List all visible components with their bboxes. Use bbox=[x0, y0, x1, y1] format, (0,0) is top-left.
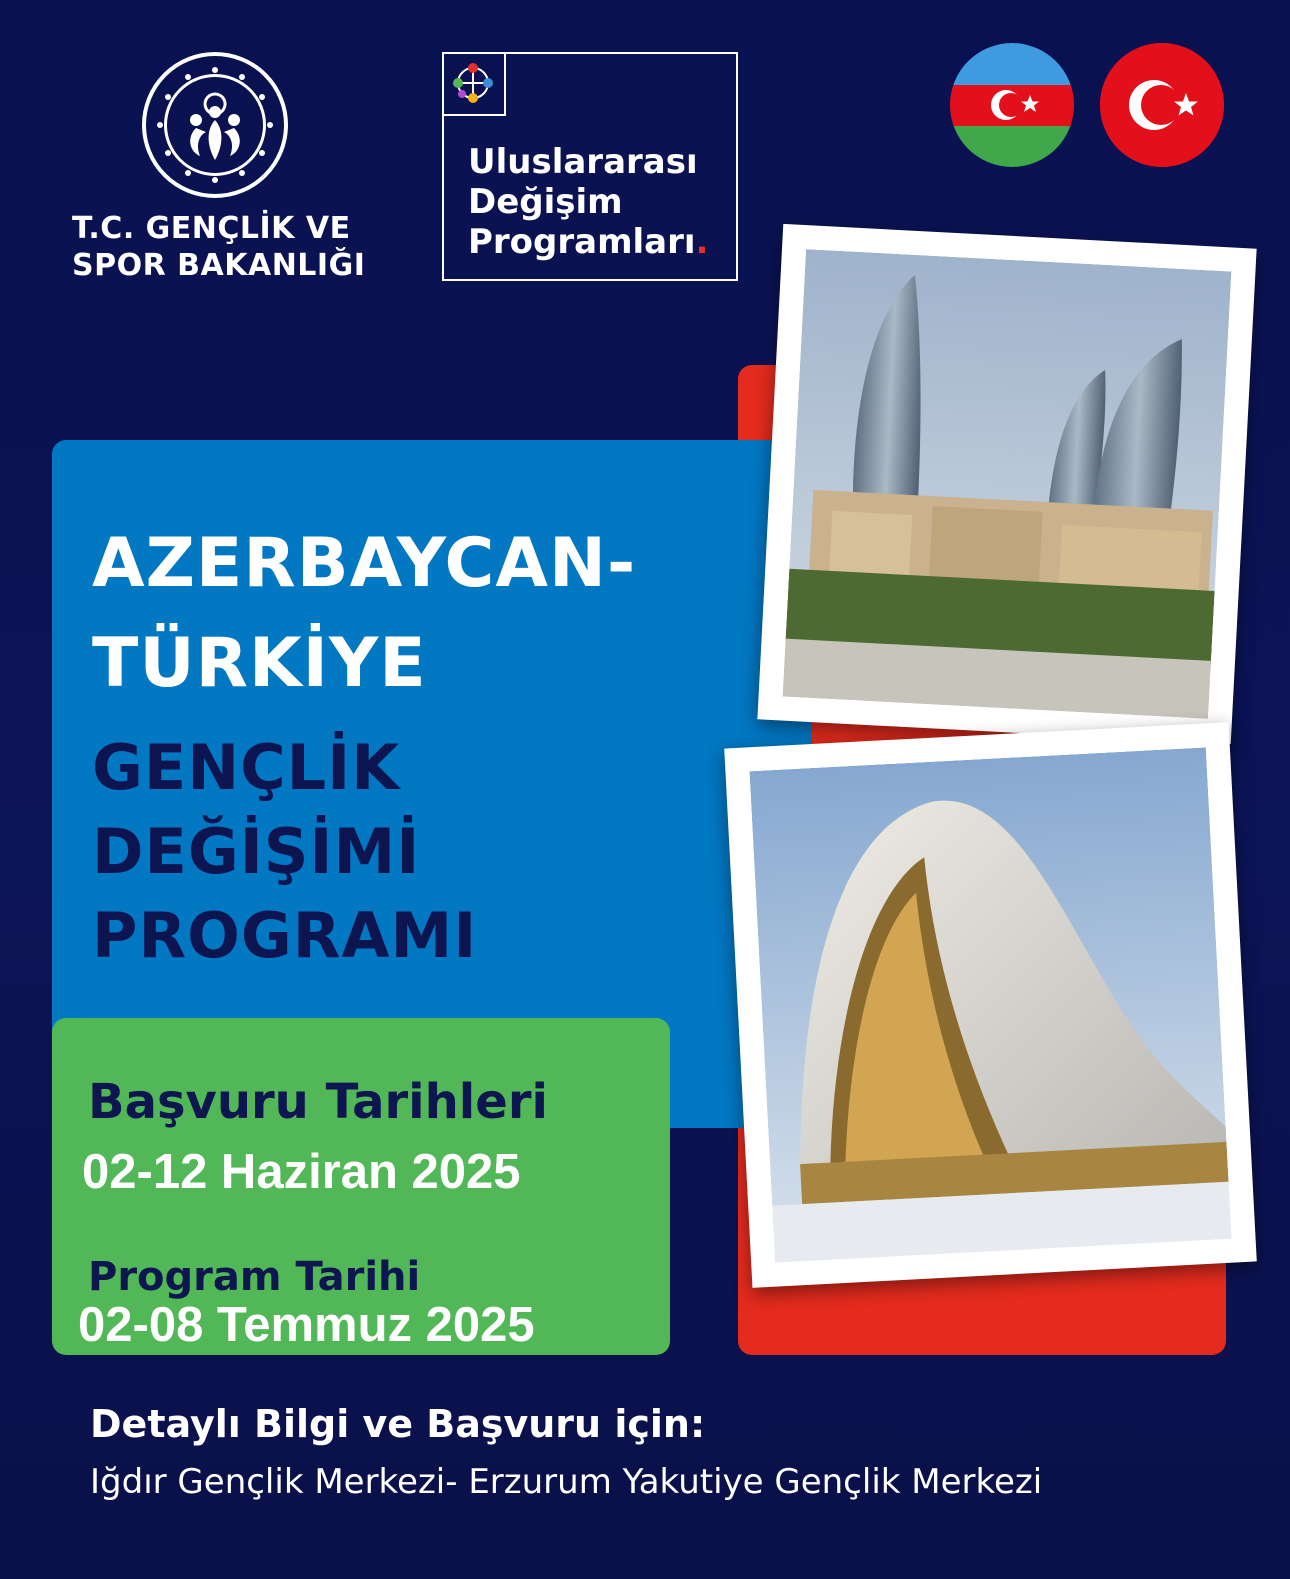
program-date-label: Program Tarihi bbox=[88, 1254, 421, 1300]
exchange-line2: Değişim bbox=[468, 182, 623, 222]
footer-centers: Iğdır Gençlik Merkezi- Erzurum Yakutiye Gençlik Merkezi bbox=[90, 1462, 1043, 1502]
program-title bbox=[92, 514, 636, 714]
youth-figures-icon bbox=[180, 86, 250, 164]
subtitle-line2: DEĞİŞİMİ bbox=[92, 815, 421, 888]
program-subtitle bbox=[92, 726, 477, 978]
title-line2: TÜRKİYE bbox=[92, 624, 427, 703]
subtitle-line3: PROGRAMI bbox=[92, 899, 478, 972]
application-dates-label: Başvuru Tarihleri bbox=[88, 1074, 548, 1130]
program-date-value: 02-08 Temmuz 2025 bbox=[78, 1298, 535, 1352]
footer-title: Detaylı Bilgi ve Başvuru için: bbox=[90, 1402, 706, 1446]
exchange-globe-mark bbox=[444, 54, 506, 116]
baku-flame-towers-photo bbox=[757, 224, 1256, 744]
turkey-flag-icon bbox=[1100, 43, 1224, 167]
exchange-line3: Programları bbox=[468, 222, 696, 262]
title-line1: AZERBAYCAN- bbox=[92, 524, 637, 603]
ministry-emblem bbox=[142, 52, 288, 198]
exchange-line3-wrap bbox=[468, 222, 708, 262]
ministry-name-line2: SPOR BAKANLIĞI bbox=[72, 248, 366, 283]
exchange-dot: . bbox=[695, 222, 709, 262]
exchange-programs-logo bbox=[442, 52, 738, 281]
heydar-aliyev-center-photo bbox=[724, 722, 1257, 1288]
ministry-name bbox=[72, 210, 372, 284]
application-dates-value: 02-12 Haziran 2025 bbox=[82, 1145, 521, 1199]
globe-network-icon bbox=[444, 54, 502, 112]
exchange-line1: Uluslararası bbox=[468, 142, 698, 182]
azerbaijan-flag-icon bbox=[950, 43, 1074, 167]
ministry-name-line1: T.C. GENÇLİK VE bbox=[72, 211, 351, 246]
exchange-programs-text bbox=[468, 142, 708, 262]
subtitle-line1: GENÇLİK bbox=[92, 731, 401, 804]
